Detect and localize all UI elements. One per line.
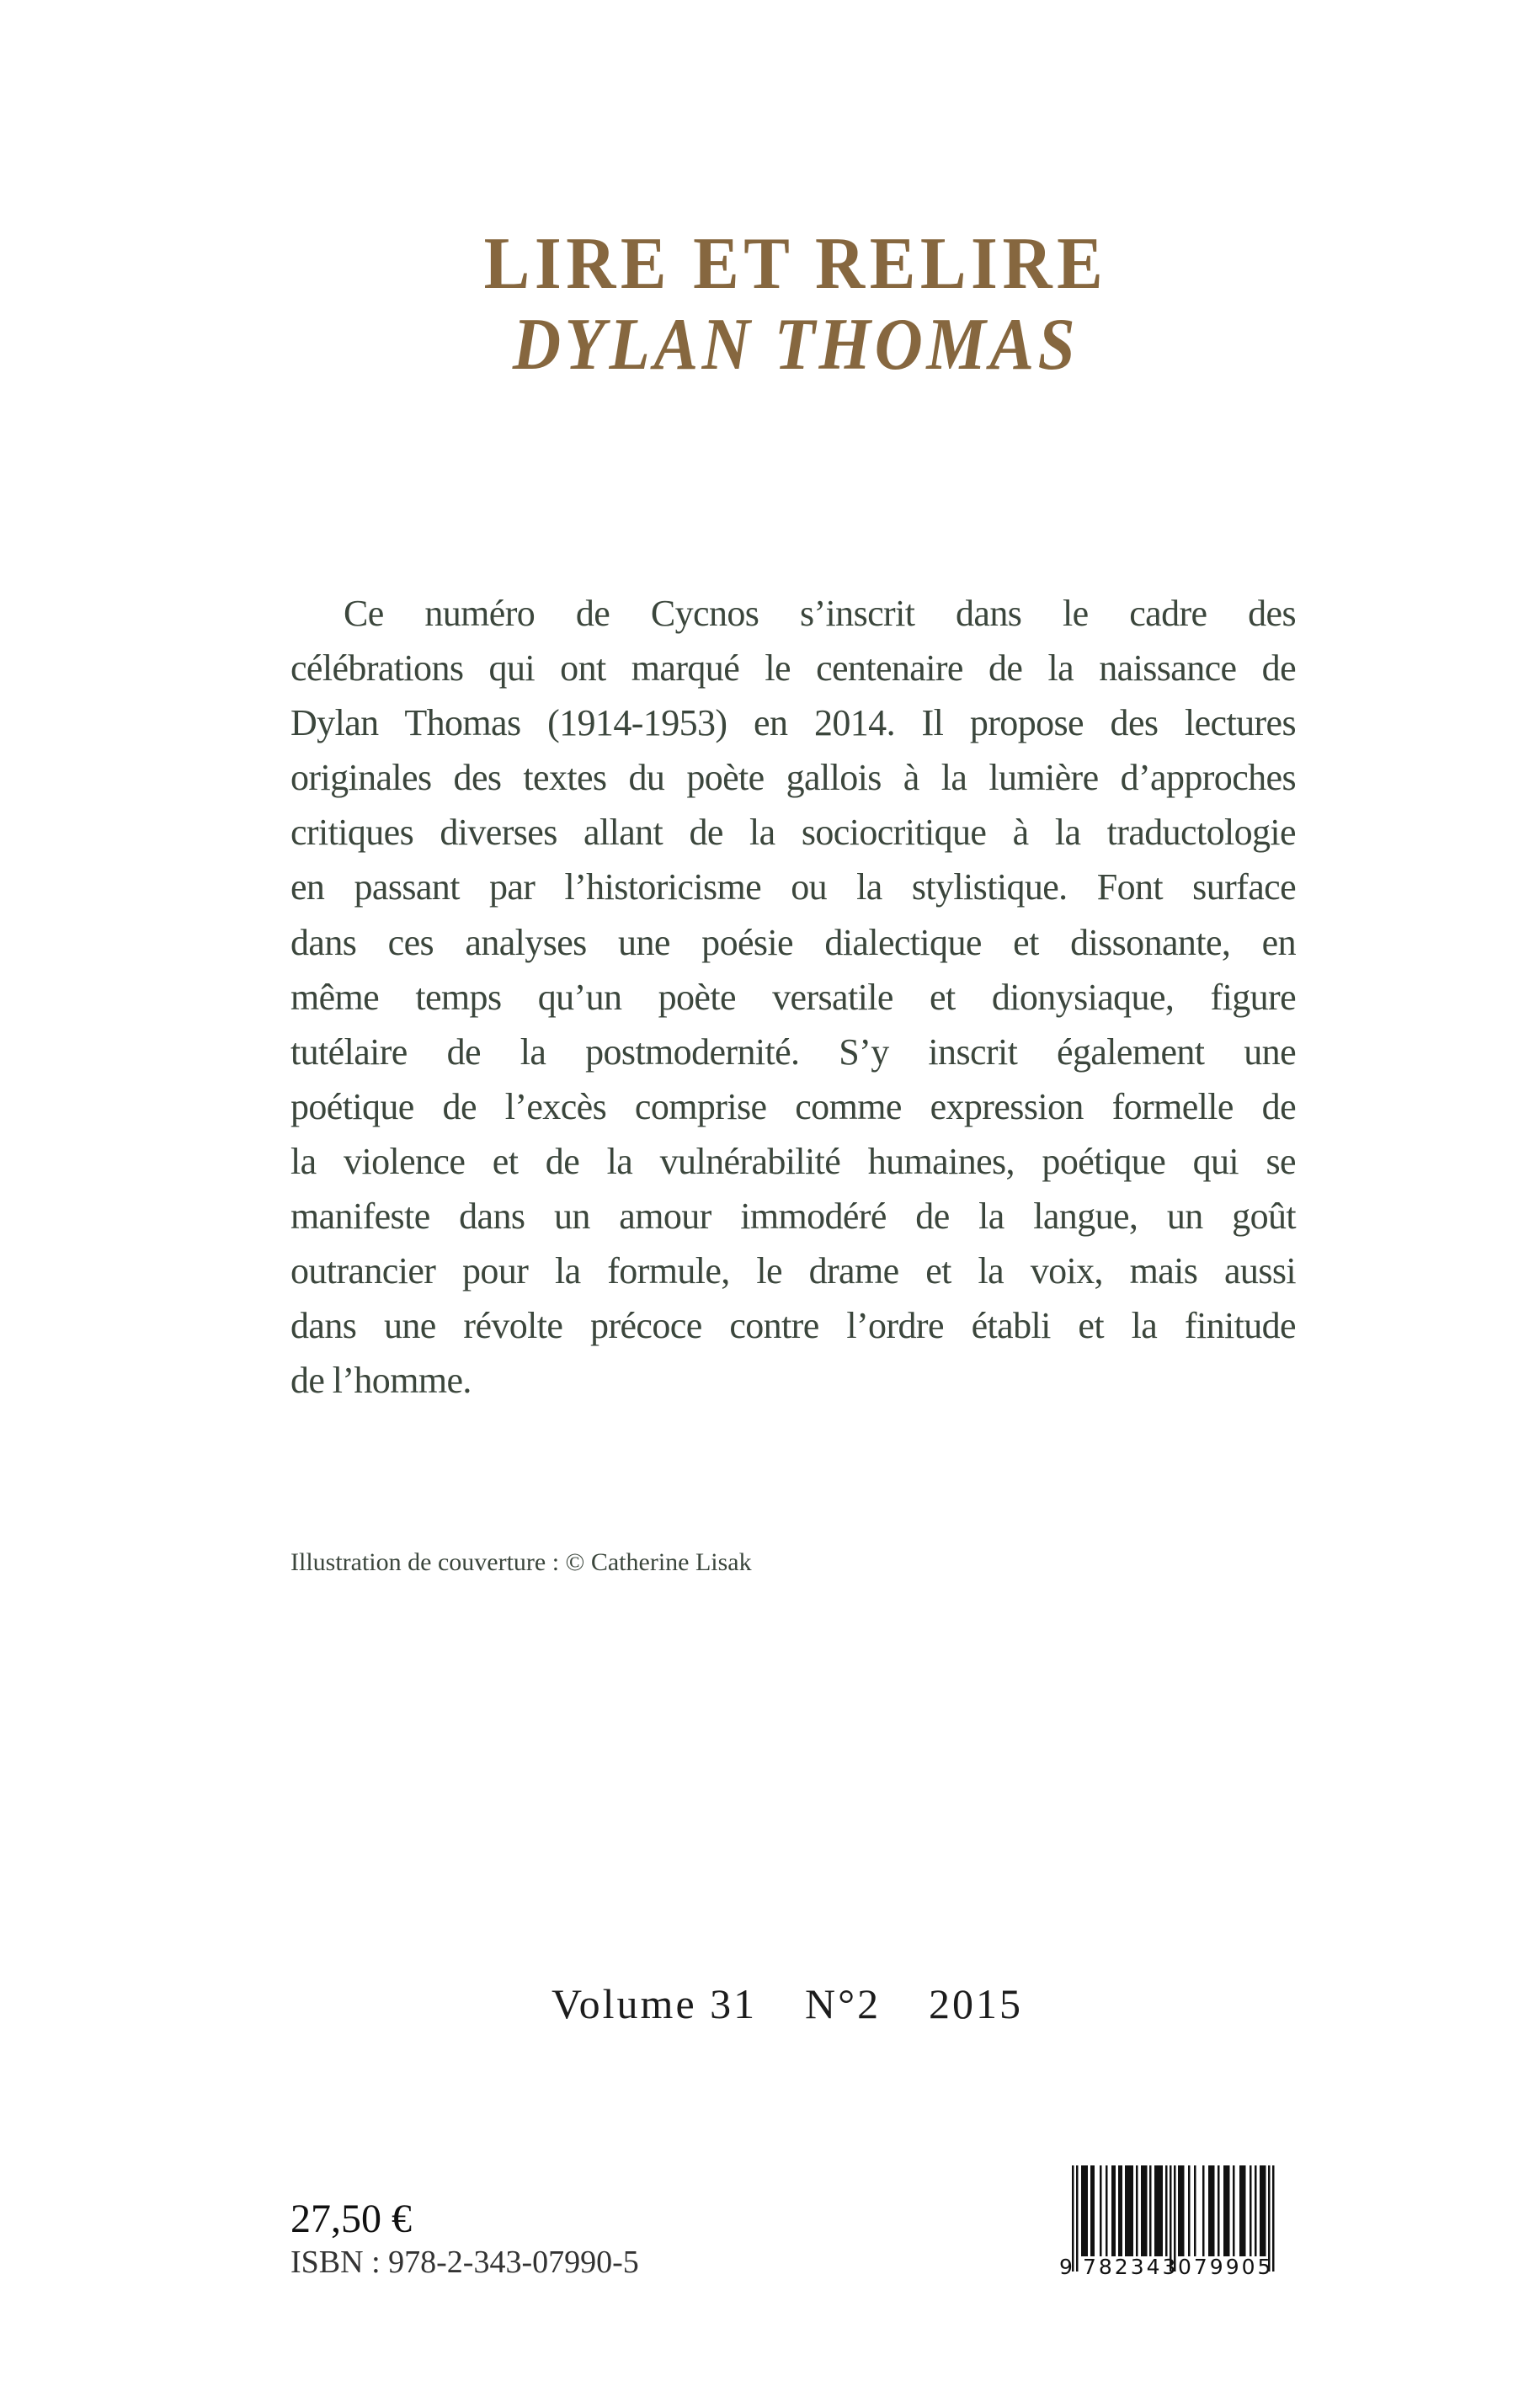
issue-info	[552, 1979, 1023, 2029]
price: 27,50 €	[290, 2197, 412, 2241]
blurb-line: Ce numéro de Cycnos s’inscrit dans le cadre des	[344, 593, 1296, 634]
illustration-credit: Illustration de couverture : © Catherine Lisak	[290, 1548, 752, 1576]
blurb-line: tutélaire de la postmodernité. S’y inscrit également une	[290, 1031, 1296, 1073]
issue-number: N°2	[805, 1980, 882, 2027]
blurb-line: originales des textes du poète gallois à la lumière d’approches	[290, 757, 1296, 799]
title-line-2: DYLAN THOMAS	[512, 304, 1079, 386]
blurb-line: dans une révolte précoce contre l’ordre établi et la finitude	[290, 1305, 1296, 1347]
title-line-1: LIRE ET RELIRE	[483, 223, 1108, 305]
barcode-icon	[1059, 2164, 1291, 2277]
blurb-line: poétique de l’excès comprise comme expression formelle de	[290, 1085, 1296, 1127]
blurb-line: la violence et de la vulnérabilité humaines, poétique qui se	[290, 1140, 1296, 1182]
barcode-right-digits: 079905	[1178, 2255, 1274, 2277]
volume-label: Volume 31	[552, 1980, 758, 2027]
isbn: ISBN : 978-2-343-07990-5	[290, 2245, 639, 2280]
blurb-line: en passant par l’historicisme ou la stylistique. Font surface	[290, 866, 1296, 908]
blurb-line: outrancier pour la formule, le drame et la voix, mais aussi	[290, 1250, 1296, 1292]
blurb-line: critiques diverses allant de la sociocritique à la traductologie	[290, 812, 1296, 854]
blurb-line: dans ces analyses une poésie dialectique et dissonante, en	[290, 921, 1296, 963]
blurb-paragraph	[290, 586, 1296, 1408]
blurb-line: même temps qu’un poète versatile et dionysiaque, figure	[290, 976, 1296, 1018]
blurb-line: Dylan Thomas (1914-1953) en 2014. Il propose des lectures	[290, 702, 1296, 744]
isbn-barcode	[1059, 2164, 1291, 2277]
blurb-line: manifeste dans un amour immodéré de la langue, un goût	[290, 1196, 1296, 1238]
issue-year: 2015	[929, 1980, 1023, 2027]
blurb-line: célébrations qui ont marqué le centenaire de la naissance de	[290, 647, 1296, 690]
barcode-first-digit: 9	[1059, 2255, 1073, 2277]
blurb-line: de l’homme.	[290, 1360, 472, 1402]
barcode-left-digits: 782343	[1083, 2255, 1179, 2277]
